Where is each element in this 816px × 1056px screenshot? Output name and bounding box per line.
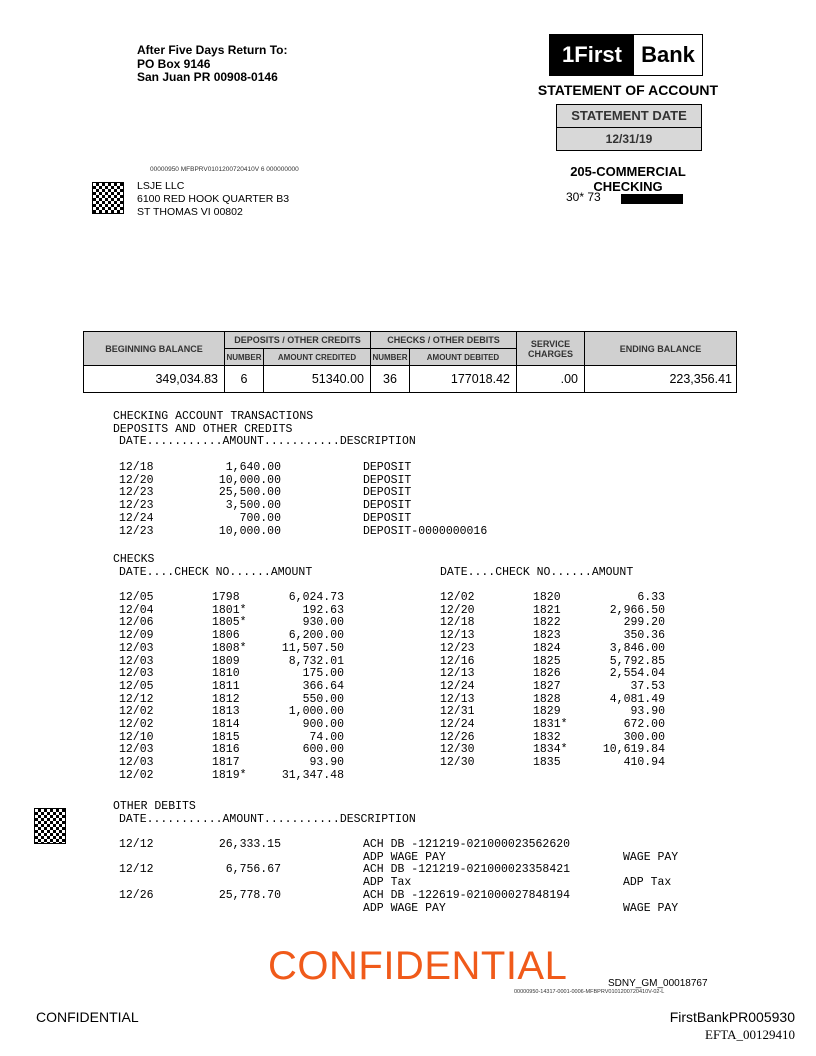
check-number: 1810 (212, 667, 240, 681)
statement-date-label: STATEMENT DATE (556, 104, 702, 128)
check-date: 12/02 (119, 705, 154, 719)
deposit-description: DEPOSIT (363, 511, 412, 525)
check-date: 12/03 (119, 756, 154, 770)
service-charges: .00 (517, 366, 585, 393)
check-date: 12/03 (119, 667, 154, 681)
check-number: 1805* (212, 616, 247, 630)
check-number: 1798 (212, 591, 240, 604)
check-amount: 8,732.01 (288, 654, 344, 668)
check-date: 12/31 (440, 705, 475, 719)
deposits-list (119, 462, 487, 538)
check-number: 1822 (533, 616, 561, 630)
checks-header-left: DATE....CHECK NO......AMOUNT (119, 566, 313, 579)
header-number-credits: NUMBER (225, 349, 264, 366)
check-date: 12/02 (119, 718, 154, 732)
check-number: 1801* (212, 603, 247, 617)
ending-balance: 223,356.41 (585, 366, 737, 393)
check-number: 1816 (212, 743, 240, 757)
debit-date: 12/12 (119, 838, 154, 851)
check-amount: 550.00 (302, 692, 344, 706)
deposit-row (119, 500, 487, 513)
check-row (440, 643, 665, 656)
check-date: 12/06 (119, 616, 154, 630)
check-amount: 5,792.85 (609, 654, 665, 668)
check-row (440, 719, 665, 732)
debit-amount: 25,778.70 (218, 888, 281, 902)
check-row (440, 630, 665, 643)
check-number: 1817 (212, 756, 240, 770)
deposit-row (119, 487, 487, 500)
check-amount: 74.00 (309, 730, 344, 744)
mailing-name: LSJE LLC (137, 180, 185, 192)
deposit-row (119, 475, 487, 488)
deposit-date: 12/23 (119, 524, 154, 538)
check-date: 12/05 (119, 591, 154, 604)
check-number: 1831* (533, 718, 568, 732)
debit-amount: 26,333.15 (218, 838, 281, 851)
check-date: 12/13 (440, 667, 475, 681)
statement-date: 12/31/19 (556, 127, 702, 151)
debit-tag: ADP Tax (623, 876, 672, 890)
header-amount-credited: AMOUNT CREDITED (264, 349, 371, 366)
debit-tag: WAGE PAY (623, 850, 679, 864)
check-date: 12/26 (440, 730, 475, 744)
check-number: 1828 (533, 692, 561, 706)
deposit-date: 12/20 (119, 473, 154, 487)
deposit-row (119, 513, 487, 526)
bates-number: FirstBankPR005930 (669, 1009, 795, 1025)
deposit-date: 12/24 (119, 511, 154, 525)
deposit-amount: 25,500.00 (218, 486, 281, 500)
check-date: 12/05 (119, 679, 154, 693)
check-amount: 300.00 (623, 730, 665, 744)
other-debits-list (119, 839, 678, 915)
check-number: 1825 (533, 654, 561, 668)
check-date: 12/24 (440, 718, 475, 732)
check-number: 1829 (533, 705, 561, 719)
check-number: 1824 (533, 641, 561, 655)
redaction-bar (621, 194, 683, 204)
return-address-line2: PO Box 9146 (137, 56, 211, 71)
check-row (119, 681, 344, 694)
check-number: 1834* (533, 743, 568, 757)
check-number: 1812 (212, 692, 240, 706)
check-number: 1821 (533, 603, 561, 617)
barcode-2d-icon (34, 808, 66, 844)
debit-description: ACH DB -122619-021000027848194 (363, 888, 571, 902)
check-date: 12/13 (440, 629, 475, 643)
efta-number: EFTA_00129410 (705, 1027, 795, 1042)
debit-payee: ADP Tax (363, 876, 412, 890)
check-date: 12/20 (440, 603, 475, 617)
check-row (440, 681, 665, 694)
check-amount: 600.00 (302, 743, 344, 757)
account-number: 30* 73 (566, 190, 601, 204)
deposit-date: 12/18 (119, 461, 154, 474)
statement-title: STATEMENT OF ACCOUNT (537, 82, 719, 98)
deposit-amount: 10,000.00 (218, 524, 281, 538)
debit-tag: WAGE PAY (623, 901, 679, 915)
check-number: 1808* (212, 641, 247, 655)
check-amount: 4,081.49 (609, 692, 665, 706)
deposits-count: 6 (225, 366, 264, 393)
check-number: 1814 (212, 718, 240, 732)
deposit-description: DEPOSIT-0000000016 (363, 524, 488, 538)
check-amount: 6,200.00 (288, 629, 344, 643)
mailing-address1: 6100 RED HOOK QUARTER B3 (137, 193, 290, 205)
check-number: 1813 (212, 705, 240, 719)
transactions-title: CHECKING ACCOUNT TRANSACTIONS (113, 410, 314, 423)
deposit-description: DEPOSIT (363, 461, 412, 474)
logo-first: 1First (550, 35, 634, 75)
check-number: 1819* (212, 768, 247, 782)
debit-description: ACH DB -121219-021000023562620 (363, 838, 571, 851)
header-amount-debited: AMOUNT DEBITED (410, 349, 517, 366)
footer-code: 00000950-14317-0001-0006-MFBPRV0101200720410V-02-L (514, 989, 665, 995)
other-debit-subrow (119, 903, 678, 916)
check-date: 12/23 (440, 641, 475, 655)
amount-credited: 51340.00 (264, 366, 371, 393)
header-ending-balance: ENDING BALANCE (585, 332, 737, 366)
beginning-balance: 349,034.83 (84, 366, 225, 393)
check-amount: 10,619.84 (602, 743, 665, 757)
check-number: 1820 (533, 591, 561, 604)
barcode-2d-icon (92, 182, 124, 214)
debit-date: 12/12 (119, 863, 154, 877)
check-number: 1809 (212, 654, 240, 668)
checks-right-list (440, 592, 665, 770)
deposit-amount: 3,500.00 (225, 499, 281, 513)
check-date: 12/03 (119, 654, 154, 668)
sdny-number: SDNY_GM_00018767 (608, 978, 708, 989)
return-address-line3: San Juan PR 00908-0146 (137, 70, 278, 84)
check-amount: 93.90 (630, 705, 665, 719)
deposit-amount: 700.00 (239, 511, 281, 525)
deposit-description: DEPOSIT (363, 499, 412, 513)
check-date: 12/30 (440, 756, 475, 770)
check-date: 12/03 (119, 641, 154, 655)
debit-amount: 6,756.67 (225, 863, 281, 877)
check-amount: 900.00 (302, 718, 344, 732)
check-amount: 299.20 (623, 616, 665, 630)
check-amount: 6,024.73 (288, 591, 344, 604)
mailing-address2: ST THOMAS VI 00802 (137, 206, 243, 218)
checks-count: 36 (371, 366, 410, 393)
check-number: 1826 (533, 667, 561, 681)
check-amount: 192.63 (302, 603, 344, 617)
check-amount: 11,507.50 (281, 641, 344, 655)
check-date: 12/02 (119, 768, 154, 782)
check-number: 1815 (212, 730, 240, 744)
checks-title: CHECKS (113, 553, 155, 566)
deposit-date: 12/23 (119, 499, 154, 513)
check-amount: 2,966.50 (609, 603, 665, 617)
debit-payee: ADP WAGE PAY (363, 901, 446, 915)
check-amount: 1,000.00 (288, 705, 344, 719)
account-summary-table (83, 331, 737, 393)
deposits-title: DEPOSITS AND OTHER CREDITS (113, 422, 293, 436)
check-amount: 350.36 (623, 629, 665, 643)
check-date: 12/02 (440, 591, 475, 604)
check-number: 1823 (533, 629, 561, 643)
check-row (119, 770, 344, 783)
check-amount: 2,554.04 (609, 667, 665, 681)
other-debits-title: OTHER DEBITS (113, 800, 196, 813)
deposit-description: DEPOSIT (363, 486, 412, 500)
header-beginning-balance: BEGINNING BALANCE (84, 332, 225, 366)
check-row (119, 719, 344, 732)
debit-payee: ADP WAGE PAY (363, 850, 446, 864)
deposit-amount: 10,000.00 (218, 473, 281, 487)
check-number: 1832 (533, 730, 561, 744)
check-date: 12/16 (440, 654, 475, 668)
check-amount: 31,347.48 (281, 768, 344, 782)
check-amount: 930.00 (302, 616, 344, 630)
return-address-line1: After Five Days Return To: (137, 43, 288, 57)
logo-bank: Bank (634, 35, 702, 75)
check-row (440, 757, 665, 770)
check-amount: 410.94 (623, 756, 665, 770)
deposit-amount: 1,640.00 (225, 461, 281, 474)
check-amount: 366.64 (302, 679, 344, 693)
other-debit-row (119, 839, 678, 852)
account-type: 205-COMMERCIAL CHECKING (570, 164, 686, 194)
check-amount: 6.33 (637, 591, 665, 604)
header-checks: CHECKS / OTHER DEBITS (371, 332, 517, 349)
check-amount: 175.00 (302, 667, 344, 681)
check-number: 1827 (533, 679, 561, 693)
check-number: 1811 (212, 679, 240, 693)
other-debit-subrow (119, 877, 678, 890)
check-number: 1806 (212, 629, 240, 643)
check-date: 12/24 (440, 679, 475, 693)
checks-left-list (119, 592, 344, 783)
check-date: 12/10 (119, 730, 154, 744)
deposit-row (119, 462, 487, 475)
check-date: 12/13 (440, 692, 475, 706)
check-date: 12/18 (440, 616, 475, 630)
confidential-label: CONFIDENTIAL (36, 1009, 139, 1025)
header-service-charges: SERVICE CHARGES (517, 332, 585, 366)
other-debits-header: DATE...........AMOUNT...........DESCRIPTION (119, 813, 416, 826)
header-number-debits: NUMBER (371, 349, 410, 366)
other-debit-row (119, 890, 678, 903)
check-date: 12/03 (119, 743, 154, 757)
mailing-code: 00000950 MFBPRV0101200720410V 6 000000000 (150, 166, 299, 173)
amount-debited: 177018.42 (410, 366, 517, 393)
check-row (119, 630, 344, 643)
check-row (119, 757, 344, 770)
confidential-watermark: CONFIDENTIAL (268, 944, 568, 988)
debit-date: 12/26 (119, 888, 154, 902)
check-date: 12/30 (440, 743, 475, 757)
deposits-header: DATE...........AMOUNT...........DESCRIPTION (119, 435, 416, 449)
deposit-row (119, 526, 487, 539)
check-row (119, 592, 344, 605)
check-row (440, 592, 665, 605)
deposit-description: DEPOSIT (363, 473, 412, 487)
check-date: 12/09 (119, 629, 154, 643)
bank-logo (549, 34, 703, 76)
check-amount: 37.53 (630, 679, 665, 693)
check-row (119, 643, 344, 656)
debit-description: ACH DB -121219-021000023358421 (363, 863, 571, 877)
check-number: 1835 (533, 756, 561, 770)
deposit-date: 12/23 (119, 486, 154, 500)
check-date: 12/12 (119, 692, 154, 706)
checks-header-right: DATE....CHECK NO......AMOUNT (440, 566, 634, 579)
header-deposits: DEPOSITS / OTHER CREDITS (225, 332, 371, 349)
check-amount: 93.90 (309, 756, 344, 770)
check-amount: 3,846.00 (609, 641, 665, 655)
check-date: 12/04 (119, 603, 154, 617)
check-amount: 672.00 (623, 718, 665, 732)
